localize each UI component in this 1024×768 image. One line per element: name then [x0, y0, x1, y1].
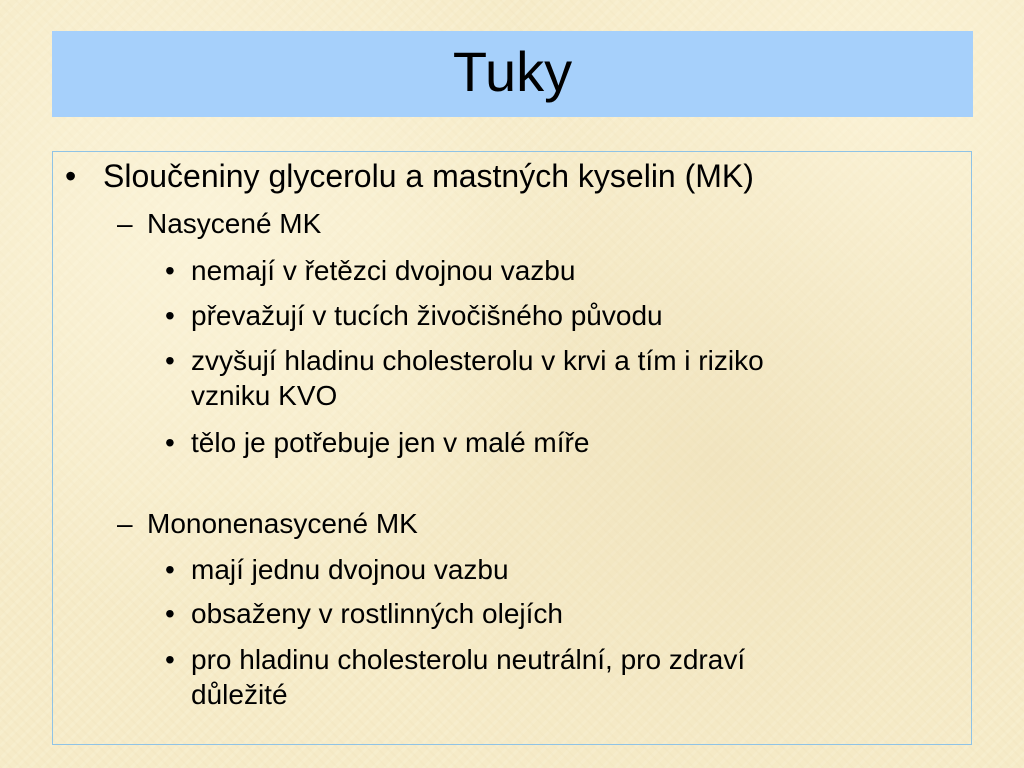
slide-title: Tuky [452, 40, 573, 103]
section-1-bullet-4-marker: • [165, 427, 175, 458]
section-2-bullet-1-text: mají jednu dvojnou vazbu [191, 554, 509, 585]
section-1-bullet-3-marker: • [165, 345, 175, 376]
section-1-bullet-2-text: převažují v tucích živočišného původu [191, 300, 663, 331]
section-1-marker: – [117, 208, 133, 239]
section-1-bullet-1-marker: • [165, 255, 175, 286]
main-bullet-marker: • [65, 158, 77, 194]
section-1-bullet-4-text: tělo je potřebuje jen v malé míře [191, 427, 590, 458]
section-2-bullet-3-text-line-2: důležité [191, 679, 288, 710]
section-1-bullet-3-text-line-2: vzniku KVO [191, 380, 338, 411]
section-1-heading: Nasycené MK [147, 208, 322, 239]
section-2-marker: – [117, 508, 133, 539]
section-1-bullet-1-text: nemají v řetězci dvojnou vazbu [191, 255, 576, 286]
main-bullet-text: Sloučeniny glycerolu a mastných kyselin (MK) [103, 158, 754, 194]
content-box [52, 151, 972, 745]
section-1-bullet-3-text-line-1: zvyšují hladinu cholesterolu v krvi a tím i riziko [191, 345, 764, 376]
section-2-bullet-2-marker: • [165, 598, 175, 629]
section-1-bullet-2-marker: • [165, 300, 175, 331]
title-bar [52, 31, 973, 117]
section-2-bullet-2-text: obsaženy v rostlinných olejích [191, 598, 563, 629]
section-2-bullet-1-marker: • [165, 554, 175, 585]
section-2-bullet-3-text-line-1: pro hladinu cholesterolu neutrální, pro zdraví [191, 644, 746, 675]
section-2-bullet-3-marker: • [165, 644, 175, 675]
section-2-heading: Mononenasycené MK [147, 508, 418, 539]
